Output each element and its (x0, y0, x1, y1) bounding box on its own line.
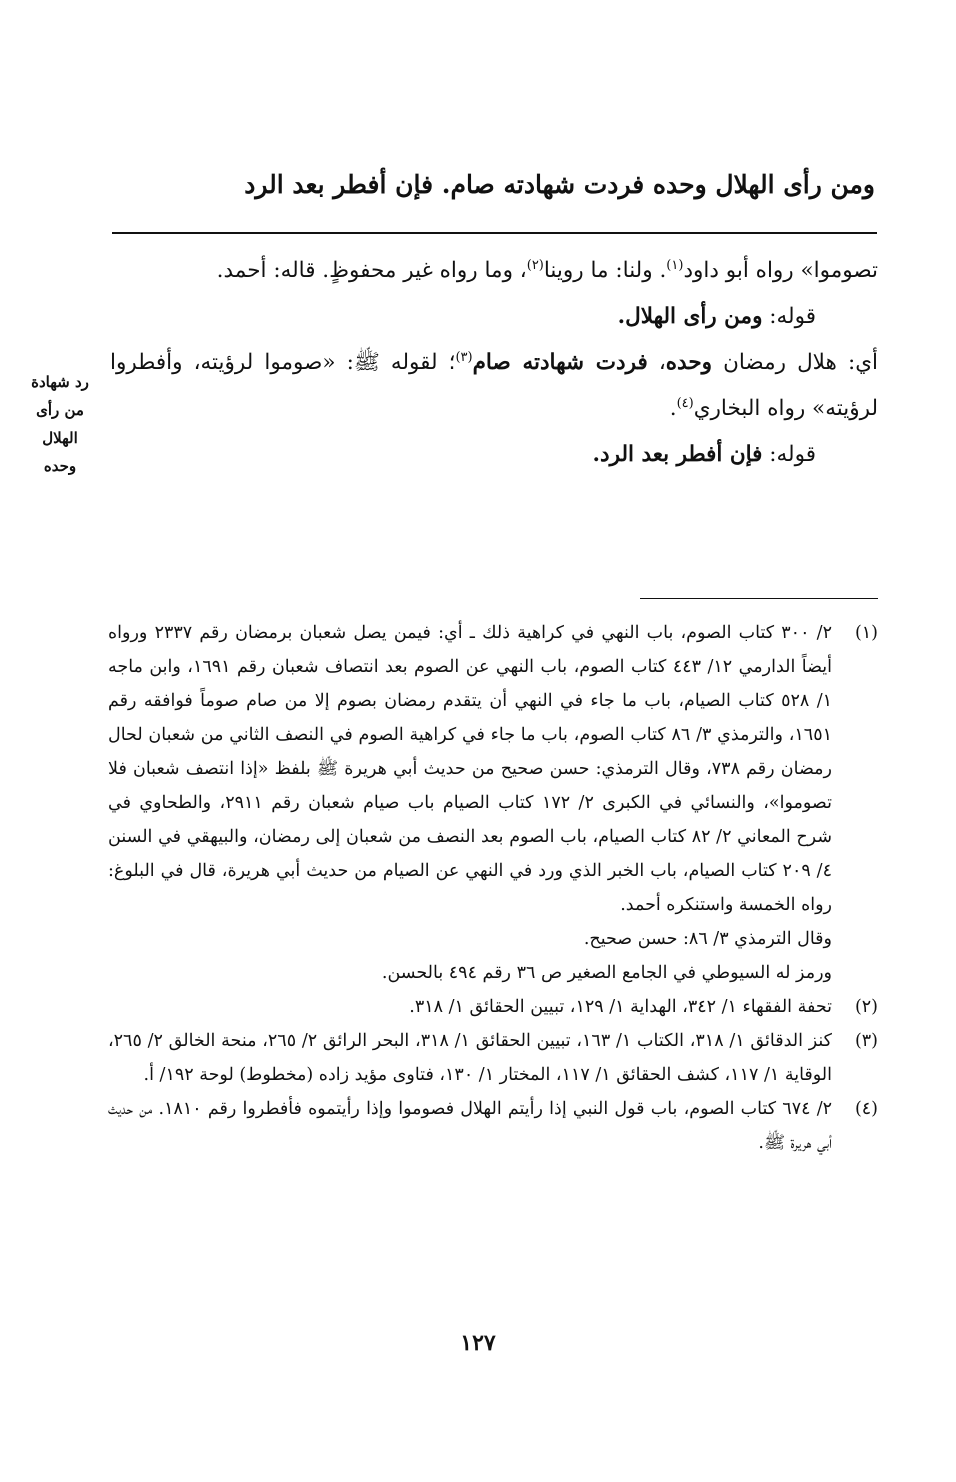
bold-quote: وحده (665, 350, 712, 375)
footnote-extra-line: ورمز له السيوطي في الجامع الصغير ص ٣٦ رقم ٤٩٤ بالحسن. (381, 963, 832, 983)
footnote-number: (٢) (854, 997, 878, 1017)
main-text (110, 248, 878, 478)
bold-quote: فردت شهادته صام (472, 350, 648, 375)
footnote-number: (٣) (854, 1031, 878, 1051)
footnote-text: تحفة الفقهاء ١/ ٣٤٢، الهداية ١/ ١٢٩، تبيين الحقائق ١/ ٣١٨. (409, 997, 832, 1017)
footnote-4 (108, 1092, 878, 1160)
footnote-2 (108, 990, 878, 1024)
footnote-number: (١) (854, 623, 878, 643)
text-run: . ولنا: ما روينا (543, 258, 667, 283)
margin-note-line: رد شهادة (31, 373, 89, 391)
text-run: ، (647, 350, 666, 375)
text-run: ؛ لقوله ﷺ: «صوموا لرؤيته، وأفطروا لرؤيته» رواه البخاري (110, 350, 878, 421)
footnote-ref-4[interactable]: (٤) (676, 395, 694, 411)
footnote-divider (640, 598, 878, 599)
footnote-ref-2[interactable]: (٢) (526, 257, 544, 273)
commentary-heading-1 (110, 294, 878, 340)
footnotes (108, 616, 878, 1160)
page-number: ١٢٧ (460, 1330, 496, 1356)
margin-note (18, 368, 102, 480)
margin-note-line: وحده (43, 457, 77, 475)
footnote-text: كنز الدقائق ١/ ٣١٨، الكتاب ١/ ١٦٣، تبيين الحقائق ١/ ٣١٨، البحر الرائق ٢/ ٢٦٥، منحة الخالق ٢/ ٢٦٥، الوقاية ١/ ١١٧، كشف الحقائق ١/ ١١٧، المختار ١/ ١٣٠، فتاوى مؤيد زاده (مخطوط) لوحة ١٩٢/ أ. (108, 1031, 832, 1085)
paragraph-1 (110, 248, 878, 294)
text-run: أي: هلال رمضان (712, 350, 878, 375)
text-run: ، وما رواه غير محفوظٍ. قاله: أحمد. (216, 258, 527, 283)
heading-quote: فإن أفطر بعد الرد. (592, 442, 763, 467)
text-run: . (669, 396, 677, 421)
text-run: تصوموا» رواه أبو داود (683, 258, 878, 283)
header-divider (112, 232, 877, 234)
heading-quote: ومن رأى الهلال. (617, 304, 763, 329)
paragraph-2 (110, 340, 878, 432)
footnote-text: ٢/ ٣٠٠ كتاب الصوم، باب النهي في كراهية ذلك ـ أي: فيمن يصل شعبان برمضان رقم ٢٣٣٧ ورواه أيضاً الدارمي ١٢/ ٤٤٣ كتاب الصوم، باب النهي عن الصوم بعد انتصاف شعبان رقم ١٦٩١، وابن ماجه ١/ ٥٢٨ كتاب الصيام، باب ما جاء في النهي أن يتقدم رمضان بصوم إلا من صام صوماً فوافقه رقم ١٦٥١، والترمذي ٣/ ٨٦ كتاب الصوم، باب ما جاء في كراهية الصوم في النصف الثاني من شعبان لحال رمضان رقم ٧٣٨، وقال الترمذي: حسن صحيح من حديث أبي هريرة ﷺ بلفظ «إذا انتصف شعبان فلا تصوموا»، والنسائي في الكبرى ٢/ ١٧٢ كتاب الصيام باب صيام شعبان رقم ٢٩١١، والطحاوي في شرح المعاني ٢/ ٨٢ كتاب الصيام، باب الصوم بعد النصف من شعبان إلى رمضان، والبيهقي في السنن ٤/ ٢٠٩ كتاب الصيام، باب الخبر الذي ورد في النهي عن الصيام من حديث أبي هريرة، قال في البلوغ: رواه الخمسة واستنكره أحمد. (108, 623, 833, 915)
running-head: ومن رأى الهلال وحده فردت شهادته صام. فإن أفطر بعد الرد (244, 170, 875, 199)
margin-note-line: من رأى (36, 401, 84, 419)
heading-prefix: قوله: (762, 442, 816, 467)
heading-prefix: قوله: (762, 304, 816, 329)
footnote-ref-3[interactable]: (٣) (455, 349, 473, 365)
commentary-heading-2 (110, 432, 878, 478)
footnote-3 (108, 1024, 878, 1092)
footnote-extra-line: وقال الترمذي ٣/ ٨٦: حسن صحيح. (583, 929, 832, 949)
footnote-number: (٤) (854, 1099, 878, 1119)
footnote-ref-1[interactable]: (١) (666, 257, 684, 273)
footnote-1 (108, 616, 878, 922)
margin-note-line: الهلال (42, 429, 78, 447)
footnote-text: ٢/ ٦٧٤ كتاب الصوم، باب قول النبي إذا رأيتم الهلال فصوموا وإذا رأيتموه فأفطروا رقم ١٨١٠. من حديث أبي هريرة ﷺ. (108, 1099, 832, 1153)
